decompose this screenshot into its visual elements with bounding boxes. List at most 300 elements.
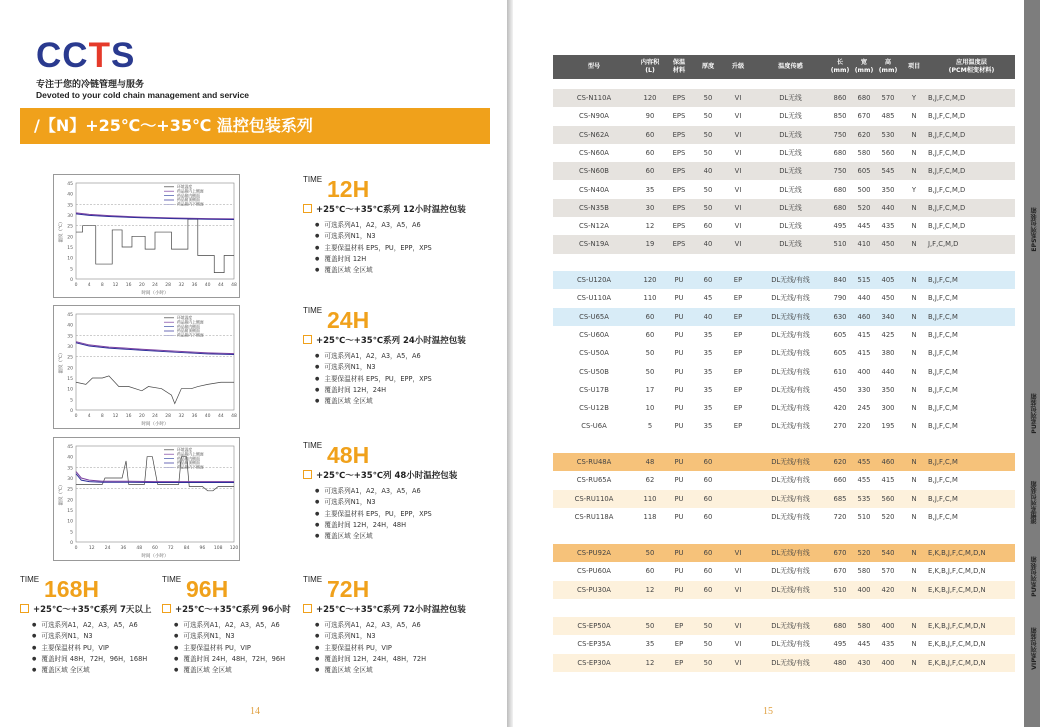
table-cell: B,J,F,C,M <box>928 404 958 413</box>
x-tick-label: 48 <box>231 414 237 419</box>
table-cell: B,J,F,C,M <box>928 494 958 503</box>
spec-list <box>315 220 432 276</box>
time-value: 12H <box>327 176 370 202</box>
y-tick-label: 20 <box>67 498 73 504</box>
spec-item: ● 可选系列A1，A2，A3，A5，A6 <box>32 620 147 631</box>
table-cell: 400 <box>857 585 871 594</box>
table-cell: EP <box>733 385 743 394</box>
table-row <box>553 308 1015 326</box>
x-tick-label: 20 <box>138 283 145 288</box>
product-block <box>303 175 503 295</box>
table-cell: CS-EP35A <box>577 640 611 649</box>
column-header: 长 (mm) <box>830 59 850 74</box>
table-cell: 445 <box>857 640 871 649</box>
table-cell: DL无线/有线 <box>771 385 810 394</box>
table-cell <box>723 471 753 489</box>
x-tick-label: 108 <box>213 546 223 551</box>
table-cell: 35 <box>645 640 655 649</box>
table-cell: 110 <box>643 294 657 303</box>
table-cell: 50 <box>703 148 713 157</box>
table-cell: DL无线/有线 <box>771 404 810 413</box>
table-cell: 750 <box>833 167 847 176</box>
x-axis-label: 时间（小时） <box>141 554 169 559</box>
time-label: TIME <box>162 575 182 584</box>
table-cell: 17 <box>645 385 655 394</box>
table-cell: E,K,B,J,F,C,M,D,N <box>928 585 986 594</box>
column-header: 宽 (mm) <box>854 59 874 74</box>
table-group-label: PU系列包装箱 <box>1031 393 1038 434</box>
table-cell: CS-EP30A <box>577 658 611 667</box>
table-row <box>553 181 1015 199</box>
table-cell: VI <box>734 130 742 139</box>
table-cell: 520 <box>857 203 871 212</box>
spec-item: ● 可选系列A1，A2，A3，A5，A6 <box>315 486 432 497</box>
x-axis-label: 时间（小时） <box>141 291 169 296</box>
table-cell: VI <box>734 640 742 649</box>
table-cell: N <box>911 167 917 176</box>
series-line <box>76 219 234 272</box>
table-cell: 450 <box>881 240 895 249</box>
table-row <box>553 289 1015 307</box>
table-cell: 120 <box>643 94 657 102</box>
time-value: 168H <box>44 576 99 602</box>
table-cell: 340 <box>881 312 895 321</box>
table-cell: EP <box>733 367 743 376</box>
table-cell: EP <box>674 622 684 630</box>
table-cell: 410 <box>857 240 871 249</box>
table-cell: EP <box>733 294 743 303</box>
table-cell: B,J,F,C,M,D <box>928 148 966 157</box>
product-subtitle <box>20 603 151 615</box>
y-tick-label: 5 <box>70 530 73 536</box>
table-cell: 485 <box>881 112 895 121</box>
table-cell: PU <box>674 404 684 413</box>
table-cell: N <box>911 458 917 466</box>
table-cell: E,K,B,J,F,C,M,D,N <box>928 567 986 576</box>
table-row <box>553 235 1015 253</box>
table-cell: 195 <box>881 422 895 431</box>
y-tick-label: 25 <box>67 487 73 493</box>
table-cell: B,J,F,C,M,D <box>928 94 966 102</box>
table-cell: N <box>911 276 917 284</box>
table-cell: 400 <box>857 367 871 376</box>
legend-entry: 药品箱顶侧面 <box>177 328 200 334</box>
spec-item: ● 覆盖区域 全区域 <box>315 396 432 407</box>
x-tick-label: 12 <box>112 414 119 419</box>
table-cell: PU <box>674 385 684 394</box>
table-cell: 60 <box>645 330 655 339</box>
x-tick-label: 0 <box>74 414 78 419</box>
company-logo <box>36 38 249 100</box>
table-cell: DL无线/有线 <box>771 476 810 485</box>
product-subtitle-text: +25℃～+35℃系列 72小时温控包装 <box>316 605 466 615</box>
table-cell: 270 <box>833 422 847 431</box>
table-row <box>553 544 1015 562</box>
table-cell: N <box>911 112 917 121</box>
table-cell: 12 <box>645 585 655 594</box>
column-header: 应用温度层 (PCM相变材料) <box>948 59 995 74</box>
table-row <box>553 162 1015 180</box>
table-cell: 680 <box>833 203 847 212</box>
y-axis-label: 温度（℃） <box>59 219 64 243</box>
table-cell: 60 <box>703 222 713 231</box>
legend-entry: 药品箱顶侧面 <box>177 197 200 203</box>
legend-entry: 药品箱内上侧面 <box>177 188 204 194</box>
y-tick-label: 20 <box>67 235 73 241</box>
table-cell: 450 <box>833 385 847 394</box>
table-cell: CS-N60A <box>579 148 609 157</box>
x-tick-label: 28 <box>165 414 172 419</box>
table-cell: 680 <box>833 622 847 630</box>
table-cell: 330 <box>857 385 871 394</box>
legend-entry: 环境温度 <box>177 184 193 189</box>
plot-area <box>76 314 234 410</box>
table-cell: DL无线 <box>779 185 802 194</box>
table-cell: EP <box>674 640 684 649</box>
x-tick-label: 0 <box>74 283 78 288</box>
spec-item: ● 覆盖区域 全区域 <box>315 665 426 676</box>
logo-mark-c: S <box>110 36 136 75</box>
table-cell: 420 <box>881 585 895 594</box>
table-cell: EPS <box>672 130 686 139</box>
checkbox-square-icon <box>303 335 312 344</box>
column-header: 升级 <box>731 63 745 70</box>
x-tick-label: 44 <box>217 414 224 419</box>
y-tick-label: 45 <box>67 313 73 318</box>
table-cell: DL无线/有线 <box>771 622 810 630</box>
table-cell: 110 <box>643 494 657 503</box>
x-tick-label: 28 <box>165 283 172 288</box>
product-subtitle-text: +25℃～+35℃列 48小时温控包装 <box>316 471 458 481</box>
table-cell: PU <box>674 567 684 576</box>
y-tick-label: 30 <box>67 214 73 219</box>
table-cell: 90 <box>645 112 655 121</box>
table-cell: CS-RU118A <box>574 512 614 521</box>
table-cell: EPS <box>672 203 686 212</box>
table-cell: 50 <box>645 367 655 376</box>
table-cell: DL无线 <box>779 240 802 249</box>
x-tick-label: 44 <box>217 283 224 288</box>
x-tick-label: 60 <box>152 546 158 551</box>
y-axis-label: 温度（℃） <box>59 482 64 506</box>
legend-entry: 药品箱顶侧面 <box>177 460 200 466</box>
temp-chart-24h <box>53 305 240 429</box>
table-cell: 60 <box>645 167 655 176</box>
table-cell: DL无线/有线 <box>771 312 810 321</box>
table-cell: 630 <box>833 312 847 321</box>
table-cell: B,J,F,C,M <box>928 349 958 358</box>
y-tick-label: 10 <box>67 519 73 525</box>
table-row <box>553 508 1015 526</box>
table-cell: CS-U110A <box>576 294 612 303</box>
table-row <box>553 617 1015 635</box>
table-cell: PU <box>674 512 684 521</box>
table-cell: 415 <box>881 476 895 485</box>
table-cell: 12 <box>645 658 655 667</box>
table-cell: EP <box>733 312 743 321</box>
y-tick-label: 35 <box>67 203 73 209</box>
table-cell: 560 <box>881 148 895 157</box>
checkbox-square-icon <box>20 604 29 613</box>
table-cell: E,K,B,J,F,C,M,D,N <box>928 549 986 557</box>
spec-item: ● 主要保温材料 EPS，PU，EPP，XPS <box>315 509 432 520</box>
table-cell: PU <box>674 367 684 376</box>
product-subtitle <box>303 469 457 481</box>
table-cell: B,J,F,C,M,D <box>928 222 966 231</box>
table-cell: N <box>911 622 917 630</box>
table-cell: 435 <box>881 222 895 231</box>
x-tick-label: 16 <box>125 414 132 419</box>
x-tick-label: 24 <box>152 283 158 288</box>
table-cell: EP <box>733 349 743 358</box>
table-cell: EPS <box>672 148 686 157</box>
spec-item: ● 覆盖时间 12H <box>315 254 432 265</box>
product-block <box>303 441 503 561</box>
table-cell: 60 <box>645 312 655 321</box>
table-cell: PU <box>674 276 684 284</box>
table-cell: 480 <box>833 658 847 667</box>
spec-list <box>315 351 432 407</box>
table-cell: 35 <box>645 185 655 194</box>
table-cell: 10 <box>645 404 655 413</box>
table-cell: EP <box>733 422 743 431</box>
table-cell: 245 <box>857 404 871 413</box>
legend-entry: 环境温度 <box>177 447 193 452</box>
y-tick-label: 40 <box>67 192 73 198</box>
table-cell: DL无线/有线 <box>771 585 810 594</box>
column-header: 厚度 <box>701 63 715 70</box>
x-tick-label: 36 <box>191 414 198 419</box>
legend-entry: 药品箱内下侧面 <box>177 201 204 207</box>
table-row <box>553 654 1015 672</box>
table-cell: 455 <box>857 476 871 485</box>
table-cell: 425 <box>881 330 895 339</box>
table-cell: CS-PU92A <box>577 549 611 557</box>
table-cell: 530 <box>881 130 895 139</box>
spec-item: ● 可选系列N1，N3 <box>315 631 426 642</box>
table-cell: PU <box>674 312 684 321</box>
legend-entry: 药品箱内上侧面 <box>177 451 204 457</box>
table-cell: EP <box>733 276 743 284</box>
y-tick-label: 30 <box>67 477 73 482</box>
table-cell: VI <box>734 658 742 667</box>
spec-item: ● 覆盖时间 24H，48H，72H，96H <box>174 654 285 665</box>
y-axis-label: 温度（℃） <box>59 350 64 374</box>
table-group-label: VIP系列包装箱 <box>1031 627 1038 670</box>
table-cell: J,F,C,M,D <box>928 240 959 249</box>
logo-tagline-en: Devoted to your cold chain management and service <box>36 90 250 100</box>
y-tick-label: 30 <box>67 345 73 350</box>
page-number-left: 14 <box>250 706 260 717</box>
table-cell: 620 <box>857 130 871 139</box>
table-cell: DL无线 <box>779 94 802 102</box>
legend-entry: 药品箱内下侧面 <box>177 464 204 470</box>
table-row <box>553 581 1015 599</box>
table-cell: 415 <box>857 349 871 358</box>
table-cell: EP <box>733 330 743 339</box>
table-cell: CS-U50A <box>579 349 609 358</box>
table-cell: VI <box>734 148 742 157</box>
legend-entry: 药品箱内上侧面 <box>177 319 204 325</box>
table-cell: N <box>911 658 917 667</box>
table-cell: B,J,F,C,M <box>928 476 958 485</box>
table-cell: CS-N110A <box>576 94 612 102</box>
table-cell: 495 <box>833 640 847 649</box>
table-cell: N <box>911 512 917 521</box>
table-cell: CS-U50B <box>579 367 609 376</box>
time-value: 72H <box>327 576 370 602</box>
table-cell: 540 <box>881 549 895 557</box>
table-cell: N <box>911 349 917 358</box>
spec-item: ● 可选系列N1，N3 <box>315 497 432 508</box>
spec-item: ● 主要保温材料 PU，VIP <box>174 643 285 654</box>
spec-item: ● 覆盖时间 12H，24H，48H <box>315 520 432 531</box>
table-cell: CS-EP50A <box>577 622 611 630</box>
table-cell: N <box>911 476 917 485</box>
table-cell: CS-PU30A <box>577 585 611 594</box>
table-cell: CS-N19A <box>579 240 609 249</box>
table-cell: 420 <box>833 404 847 413</box>
x-tick-label: 36 <box>191 283 198 288</box>
time-value: 48H <box>327 442 370 468</box>
column-header: 型号 <box>587 63 601 70</box>
table-cell: E,K,B,J,F,C,M,D,N <box>928 640 986 649</box>
table-cell: 545 <box>881 167 895 176</box>
table-cell: 60 <box>645 567 655 576</box>
table-cell: CS-U17B <box>579 385 609 394</box>
temp-chart-12h <box>53 174 240 298</box>
table-cell: N <box>911 385 917 394</box>
table-cell: DL无线/有线 <box>771 549 810 557</box>
legend-entry: 药品箱内下侧面 <box>177 332 204 338</box>
spec-item: ● 覆盖区域 全区域 <box>174 665 285 676</box>
table-row <box>553 326 1015 344</box>
table-cell: Y <box>911 94 917 102</box>
y-tick-label: 0 <box>70 409 73 414</box>
product-block <box>20 575 160 675</box>
table-row <box>553 126 1015 144</box>
table-cell: 570 <box>881 567 895 576</box>
table-cell: 60 <box>703 276 713 284</box>
spec-item: ● 覆盖区域 全区域 <box>315 531 432 542</box>
table-cell: 50 <box>703 94 713 102</box>
legend-entry: 环境温度 <box>177 315 193 320</box>
y-tick-label: 20 <box>67 366 73 372</box>
table-cell: 35 <box>703 422 713 431</box>
x-tick-label: 48 <box>231 283 237 288</box>
table-cell: EPS <box>672 185 686 194</box>
spec-list <box>174 620 285 676</box>
table-cell: DL无线/有线 <box>771 294 810 303</box>
table-cell: 48 <box>645 458 655 466</box>
table-cell: 50 <box>703 640 713 649</box>
table-cell: 118 <box>643 512 657 521</box>
table-cell: N <box>911 404 917 413</box>
table-row <box>553 490 1015 508</box>
table-cell: B,J,F,C,M <box>928 276 958 284</box>
table-cell: B,J,F,C,M <box>928 422 958 431</box>
column-header: 高 (mm) <box>878 59 898 74</box>
table-cell: 515 <box>857 276 871 284</box>
table-cell: 605 <box>833 349 847 358</box>
table-cell: 750 <box>833 130 847 139</box>
product-subtitle-text: +25℃～+35℃系列 96小时 <box>175 605 291 615</box>
table-cell: N <box>911 130 917 139</box>
spec-item: ● 覆盖时间 12H，24H <box>315 385 432 396</box>
table-cell: 45 <box>703 294 713 303</box>
column-header: 温度传感 <box>778 63 803 70</box>
table-cell: 50 <box>703 130 713 139</box>
table-cell: EPS <box>672 112 686 121</box>
table-cell: B,J,F,C,M <box>928 312 958 321</box>
table-row <box>553 217 1015 235</box>
table-group-label: 滚塑系列包装箱 <box>1031 480 1038 525</box>
product-subtitle-text: +25℃～+35℃系列 24小时温控包装 <box>316 336 466 346</box>
table-cell: B,J,F,C,M <box>928 385 958 394</box>
y-tick-label: 45 <box>67 445 73 450</box>
y-tick-label: 10 <box>67 387 73 393</box>
series-line <box>76 457 234 491</box>
table-cell: 510 <box>833 585 847 594</box>
table-cell: 35 <box>703 385 713 394</box>
product-subtitle-text: +25℃～+35℃系列 7天以上 <box>33 605 152 615</box>
x-tick-label: 40 <box>204 414 211 419</box>
table-cell: 350 <box>881 385 895 394</box>
table-cell: 460 <box>857 312 871 321</box>
x-tick-label: 48 <box>136 546 143 551</box>
y-tick-label: 40 <box>67 455 73 461</box>
table-cell: EP <box>674 658 684 667</box>
product-subtitle-text: +25℃～+35℃系列 12小时温控包装 <box>316 205 466 215</box>
table-cell: EPS <box>672 222 686 231</box>
table-row <box>553 453 1015 471</box>
table-cell: 440 <box>857 294 871 303</box>
x-tick-label: 0 <box>74 546 78 551</box>
y-tick-label: 5 <box>70 267 73 273</box>
column-header: 保温 材料 <box>672 59 686 74</box>
table-cell: 60 <box>703 494 713 503</box>
table-cell: PU <box>674 494 684 503</box>
table-cell: 670 <box>833 567 847 576</box>
page-number-right: 15 <box>763 706 773 717</box>
time-value: 96H <box>186 576 229 602</box>
table-cell: 570 <box>881 94 895 102</box>
table-cell: DL无线/有线 <box>771 367 810 376</box>
y-tick-label: 45 <box>67 182 73 187</box>
product-subtitle <box>303 334 466 346</box>
table-cell: PU <box>674 294 684 303</box>
y-tick-label: 15 <box>67 377 73 382</box>
table-cell: N <box>911 222 917 231</box>
table-cell <box>723 508 753 526</box>
y-tick-label: 35 <box>67 466 73 472</box>
table-cell: 50 <box>703 112 713 121</box>
x-axis-label: 时间（小时） <box>141 422 169 427</box>
legend-entry: 药品箱内侧面 <box>177 455 200 461</box>
y-tick-label: 10 <box>67 256 73 262</box>
product-block <box>303 306 503 426</box>
table-cell: 415 <box>857 330 871 339</box>
table-row <box>553 417 1015 435</box>
table-row <box>553 363 1015 381</box>
table-cell: 35 <box>703 349 713 358</box>
table-cell: EP <box>733 404 743 413</box>
product-block <box>303 575 503 675</box>
table-cell: E,K,B,J,F,C,M,D,N <box>928 658 986 667</box>
table-cell: 510 <box>857 512 871 521</box>
spec-item: ● 覆盖区域 全区域 <box>32 665 147 676</box>
table-cell: 435 <box>881 640 895 649</box>
